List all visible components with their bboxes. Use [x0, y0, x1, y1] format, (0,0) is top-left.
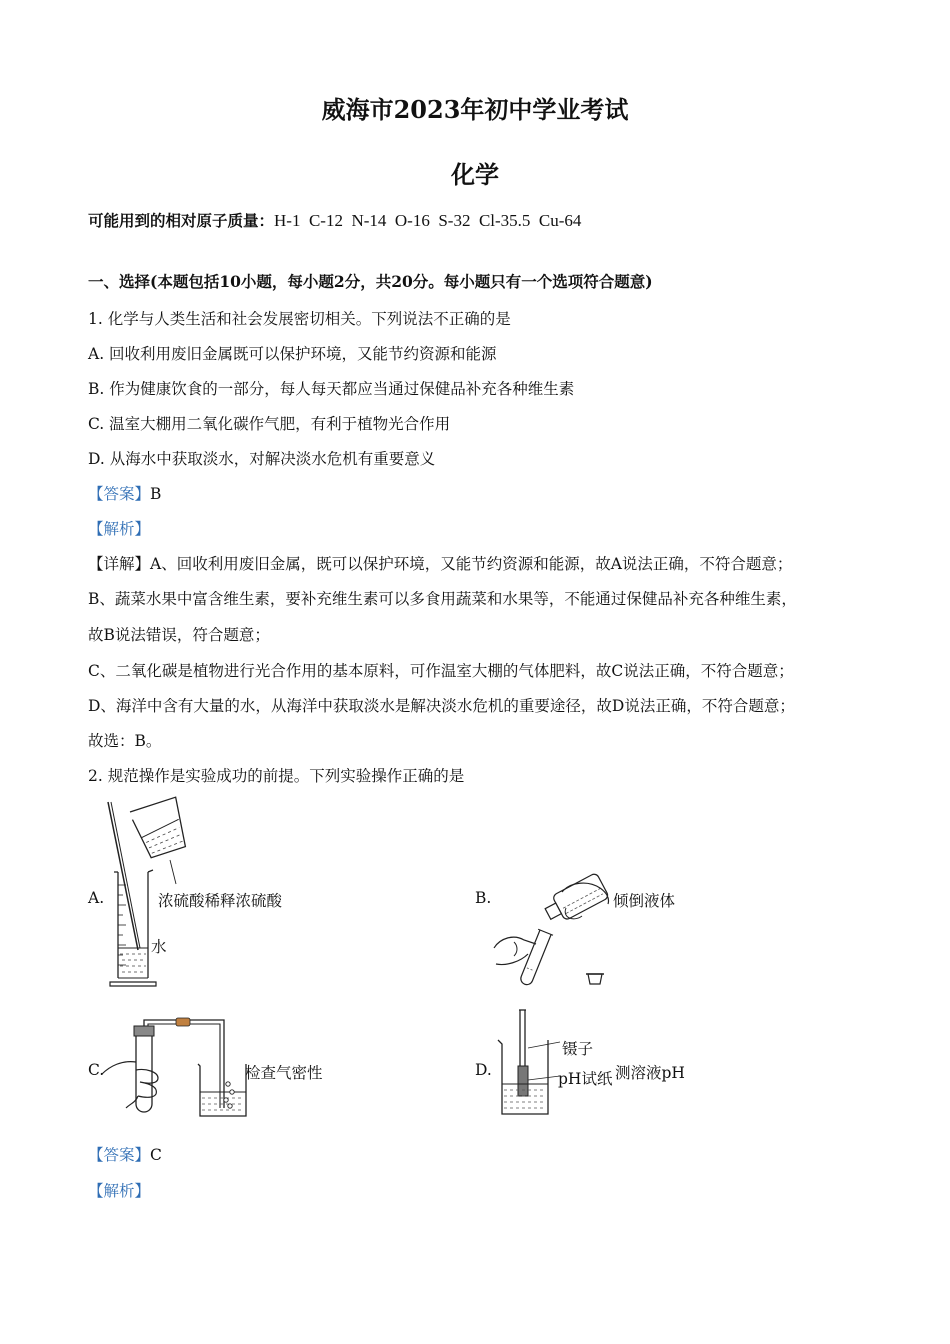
measure-ph-figure: [498, 1008, 578, 1118]
q2-answer-line: [88, 1144, 858, 1166]
option-c-caption: 检查气密性: [245, 1064, 323, 1082]
q1-answer-tag: 【答案】: [88, 485, 151, 503]
q2-answer-tag: 【答案】: [88, 1146, 151, 1164]
option-a-caption: 浓硫酸稀释浓硫酸: [158, 892, 283, 910]
q1-stem: 1. 化学与人类生活和社会发展密切相关。下列说法不正确的是: [88, 310, 511, 328]
label-water: 水: [151, 938, 167, 956]
q1-detail-line-6: 故选：B。: [88, 732, 162, 750]
q1-detail-line-4: C、二氧化碳是植物进行光合作用的基本原料，可作温室大棚的气体肥料，故C说法正确，不符合题意；: [88, 662, 794, 680]
q1-option-c: C. 温室大棚用二氧化碳作气肥，有利于植物光合作用: [88, 415, 451, 433]
q1-option-b: B. 作为健康饮食的一部分，每人每天都应当通过保健品补充各种维生素: [88, 380, 575, 398]
q1-detail-line-1: [88, 553, 858, 575]
atomic-mass-line: [88, 210, 858, 232]
q1-answer-line: [88, 483, 858, 505]
q2-analysis-tag: 【解析】: [88, 1182, 151, 1200]
pouring-liquid-figure: [492, 878, 617, 990]
atomic-mass-label: 可能用到的相对原子质量：: [88, 211, 275, 230]
q2-option-a-letter: A.: [88, 889, 105, 907]
q2-stem: 2. 规范操作是实验成功的前提。下列实验操作正确的是: [88, 767, 465, 785]
q1-option-d: D. 从海水中获取淡水，对解决淡水危机有重要意义: [88, 450, 436, 468]
q1-option-a: A. 回收利用废旧金属既可以保护环境，又能节约资源和能源: [88, 345, 497, 363]
q1-detail-line-3: 故B说法错误，符合题意；: [88, 626, 270, 644]
q1-detail-line-5: D、海洋中含有大量的水，从海洋中获取淡水是解决淡水危机的重要途径，故D说法正确，不符合题意；: [88, 697, 795, 715]
q2-option-d-letter: D.: [475, 1061, 492, 1079]
q1-analysis-tag: 【解析】: [88, 520, 151, 538]
option-d-caption: 测溶液pH: [615, 1064, 685, 1082]
label-tweezers: 镊子: [562, 1040, 594, 1058]
subject-title: 化学: [451, 160, 499, 189]
airtightness-check-figure: [100, 1012, 250, 1120]
q2-option-b-letter: B.: [475, 889, 492, 907]
label-ph-paper: pH试纸: [558, 1070, 613, 1088]
q1-detail-tag: 【详解】: [88, 555, 151, 573]
q2-answer: C: [150, 1146, 162, 1164]
exam-title: 威海市2023年初中学业考试: [321, 95, 629, 124]
atomic-mass-values: H-1 C-12 N-14 O-16 S-32 Cl-35.5 Cu-64: [274, 211, 582, 230]
option-b-caption: 倾倒液体: [613, 892, 676, 910]
q1-detail-text-1: A、回收利用废旧金属，既可以保护环境，又能节约资源和能源，故A说法正确，不符合题意；: [150, 555, 793, 573]
q1-detail-line-2: B、蔬菜水果中富含维生素，要补充维生素可以多食用蔬菜和水果等，不能通过保健品补充各种维生素，: [88, 590, 797, 608]
section-heading: 一、选择(本题包括10小题，每小题2分，共20分。每小题只有一个选项符合题意): [88, 272, 653, 291]
q1-answer: B: [150, 485, 162, 503]
q2-option-c-letter: C.: [88, 1061, 105, 1079]
